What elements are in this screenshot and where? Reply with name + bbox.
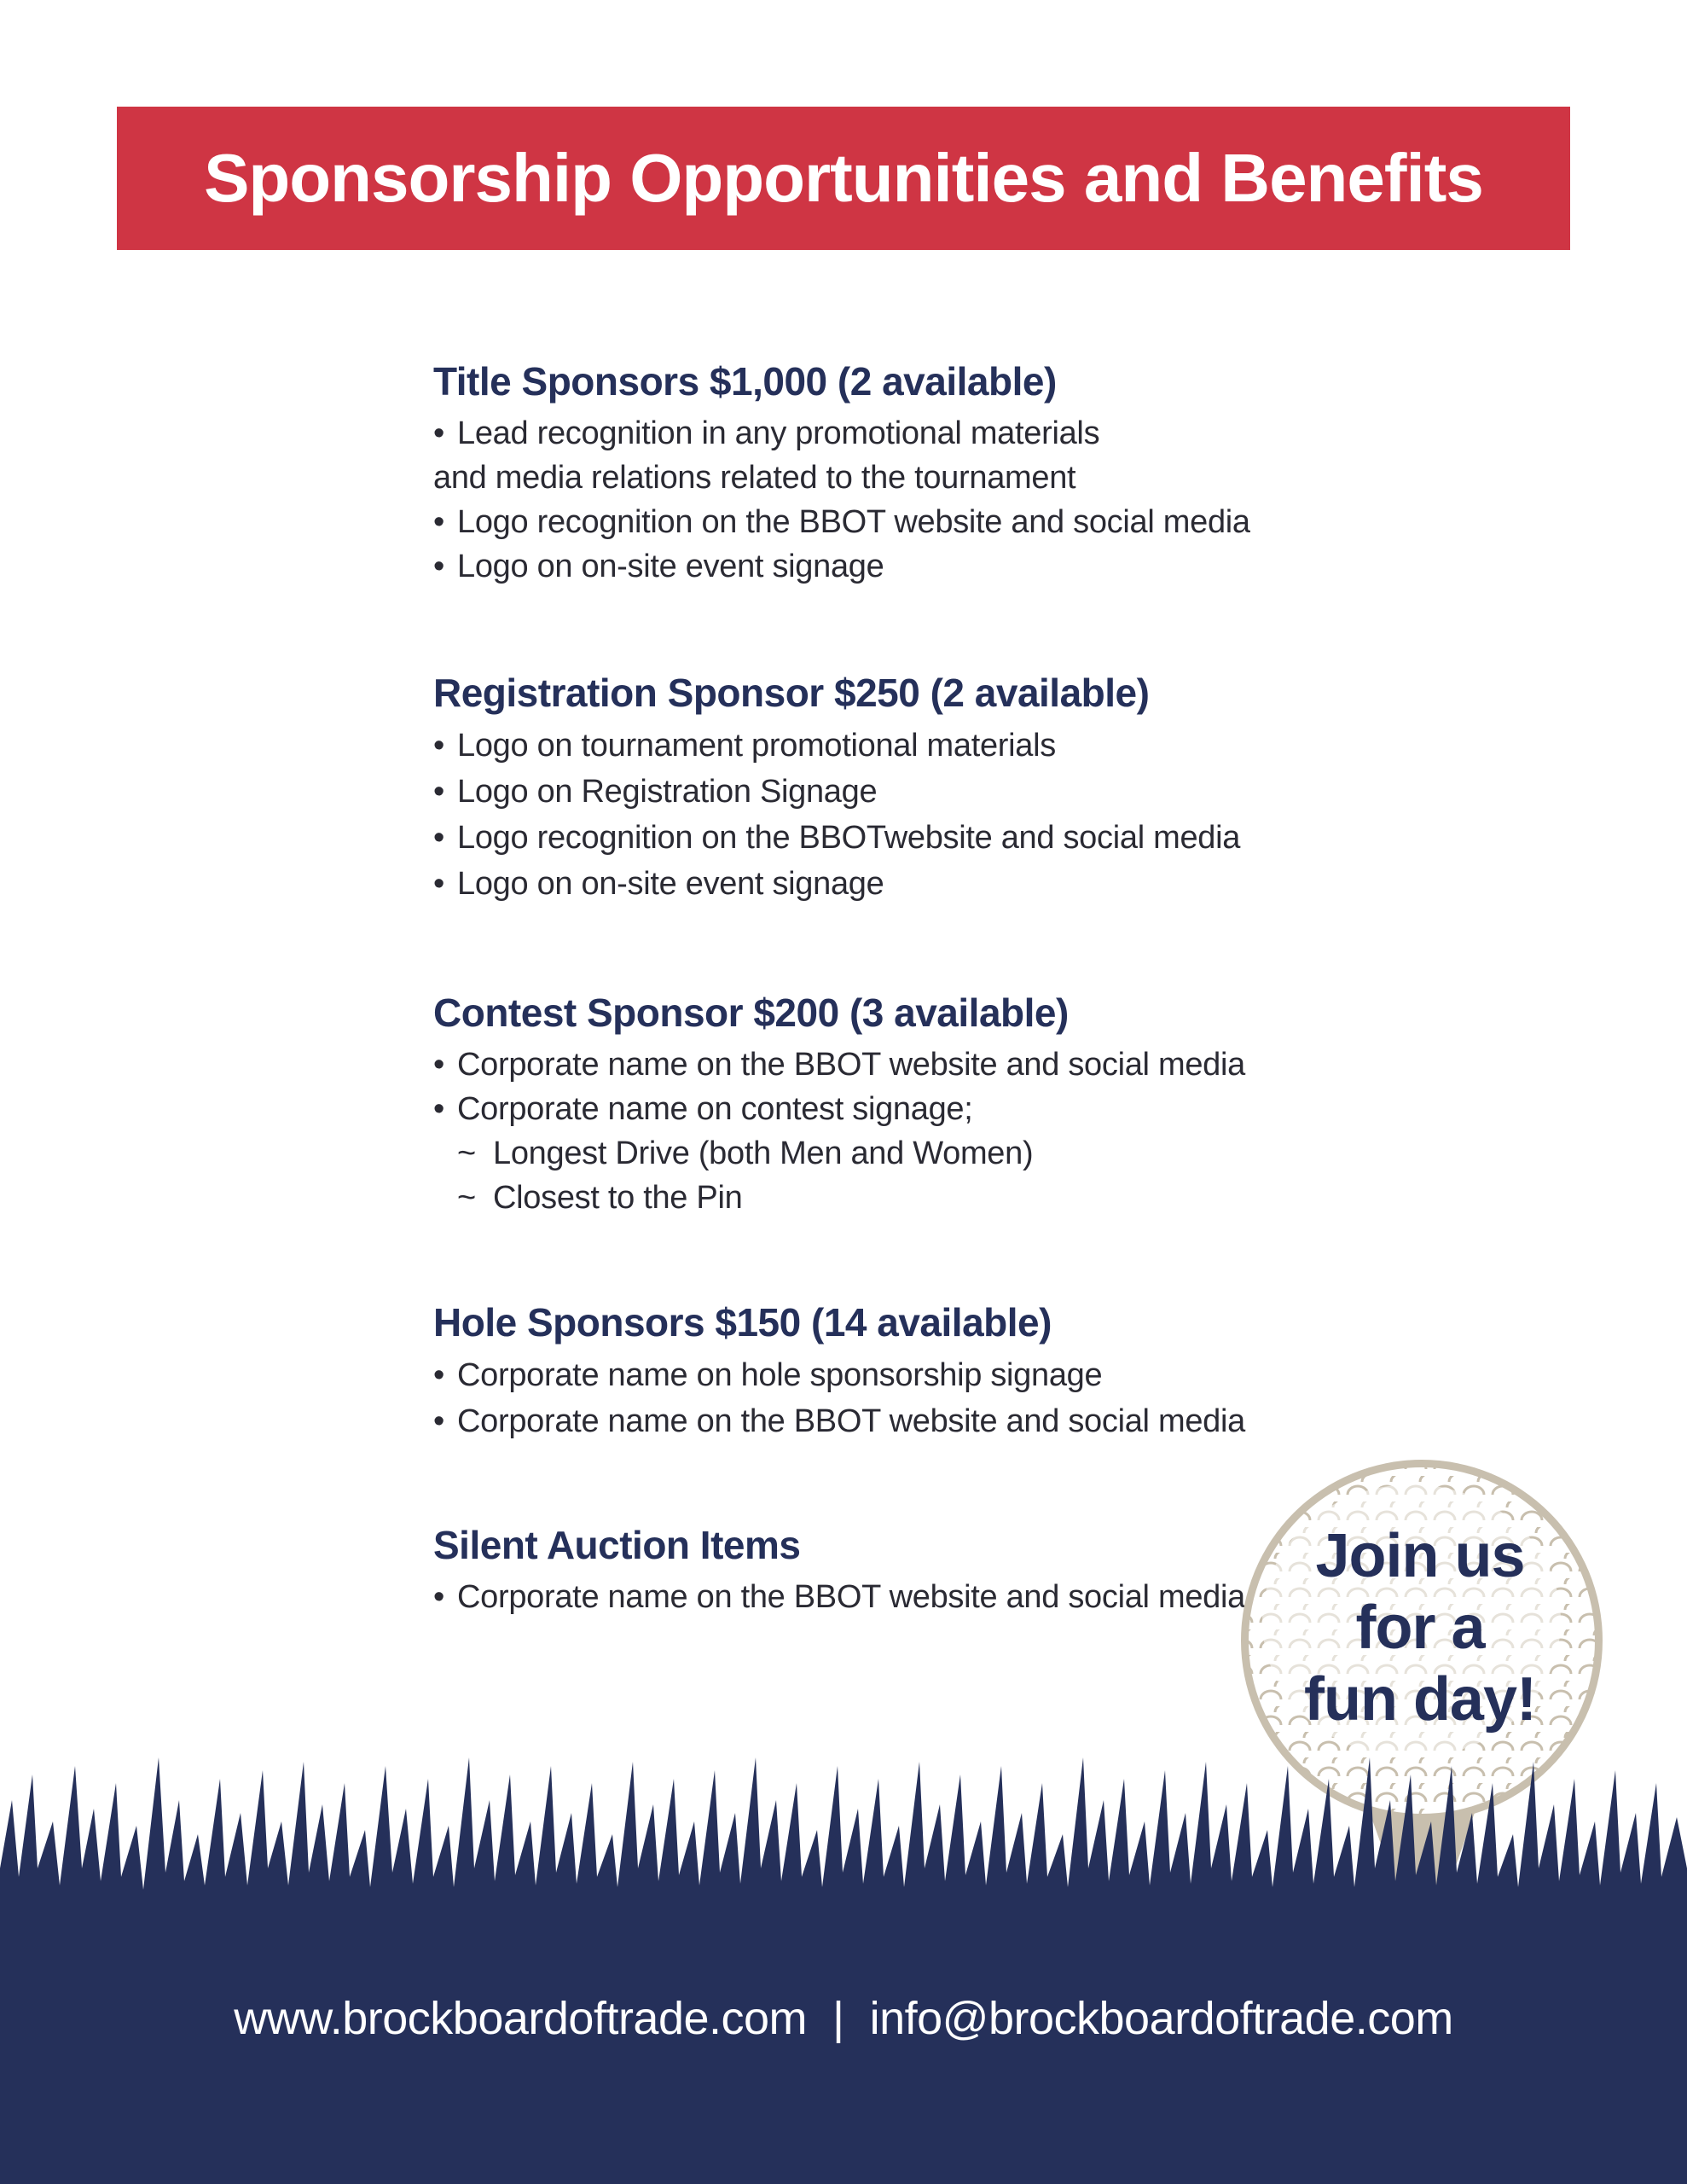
list-item: • Corporate name on the BBOT website and social media [433,1575,1303,1619]
join-us-callout: Join us for a fun day! [1304,1522,1536,1734]
list-item: • Logo on tournament promotional materials [433,723,1303,769]
list-item: • Logo recognition on the BBOT website and social media [433,500,1303,544]
sub-list-item: ~ Closest to the Pin [433,1176,1303,1220]
section-heading: Contest Sponsor $200 (3 available) [433,990,1069,1035]
list-item: • Lead recognition in any promotional materials [433,411,1303,456]
footer-bar [0,1937,1687,2184]
section-heading: Title Sponsors $1,000 (2 available) [433,359,1057,404]
tilde-icon: ~ [457,1136,476,1171]
email-link[interactable]: info@brockboardoftrade.com [869,1993,1453,2044]
list-item: • Corporate name on the BBOT website and social media [433,1043,1303,1087]
list-item: • Corporate name on the BBOT website and social media [433,1398,1303,1444]
bullet-icon: • [433,1047,445,1083]
list-item-continuation: and media relations related to the tournament [433,460,1076,496]
list-item: • Logo recognition on the BBOTwebsite and social media [433,815,1303,861]
bullet-icon: • [433,1091,445,1127]
title-banner [117,107,1570,250]
sub-list-item: ~ Longest Drive (both Men and Women) [433,1131,1303,1176]
section-title-sponsors [433,358,1303,589]
bullet-icon: • [433,866,445,902]
section-contest-sponsor [433,990,1303,1220]
bullet-icon: • [433,1357,445,1393]
bullet-icon: • [433,415,445,451]
section-hole-sponsors [433,1299,1303,1444]
website-link[interactable]: www.brockboardoftrade.com [234,1993,808,2044]
grass-illustration [0,1740,1687,1945]
section-heading: Registration Sponsor $250 (2 available) [433,671,1150,715]
list-item: • Logo on on-site event signage [433,861,1303,907]
bullet-icon: • [433,774,445,810]
section-heading: Silent Auction Items [433,1523,801,1567]
bullet-icon: • [433,504,445,540]
section-silent-auction [433,1522,1303,1619]
page-title: Sponsorship Opportunities and Benefits [204,140,1483,216]
list-item: • Logo on on-site event signage [433,544,1303,589]
bullet-icon: • [433,549,445,584]
separator: | [832,1993,844,2044]
section-heading: Hole Sponsors $150 (14 available) [433,1300,1052,1345]
bullet-icon: • [433,820,445,856]
tilde-icon: ~ [457,1180,476,1216]
bullet-icon: • [433,1579,445,1615]
list-item: • Logo on Registration Signage [433,769,1303,815]
bullet-icon: • [433,728,445,764]
section-registration-sponsor [433,670,1303,907]
footer-contact [0,1992,1687,2045]
bullet-icon: • [433,1403,445,1439]
list-item: • Corporate name on hole sponsorship signage [433,1352,1303,1398]
list-item: • Corporate name on contest signage; [433,1087,1303,1131]
